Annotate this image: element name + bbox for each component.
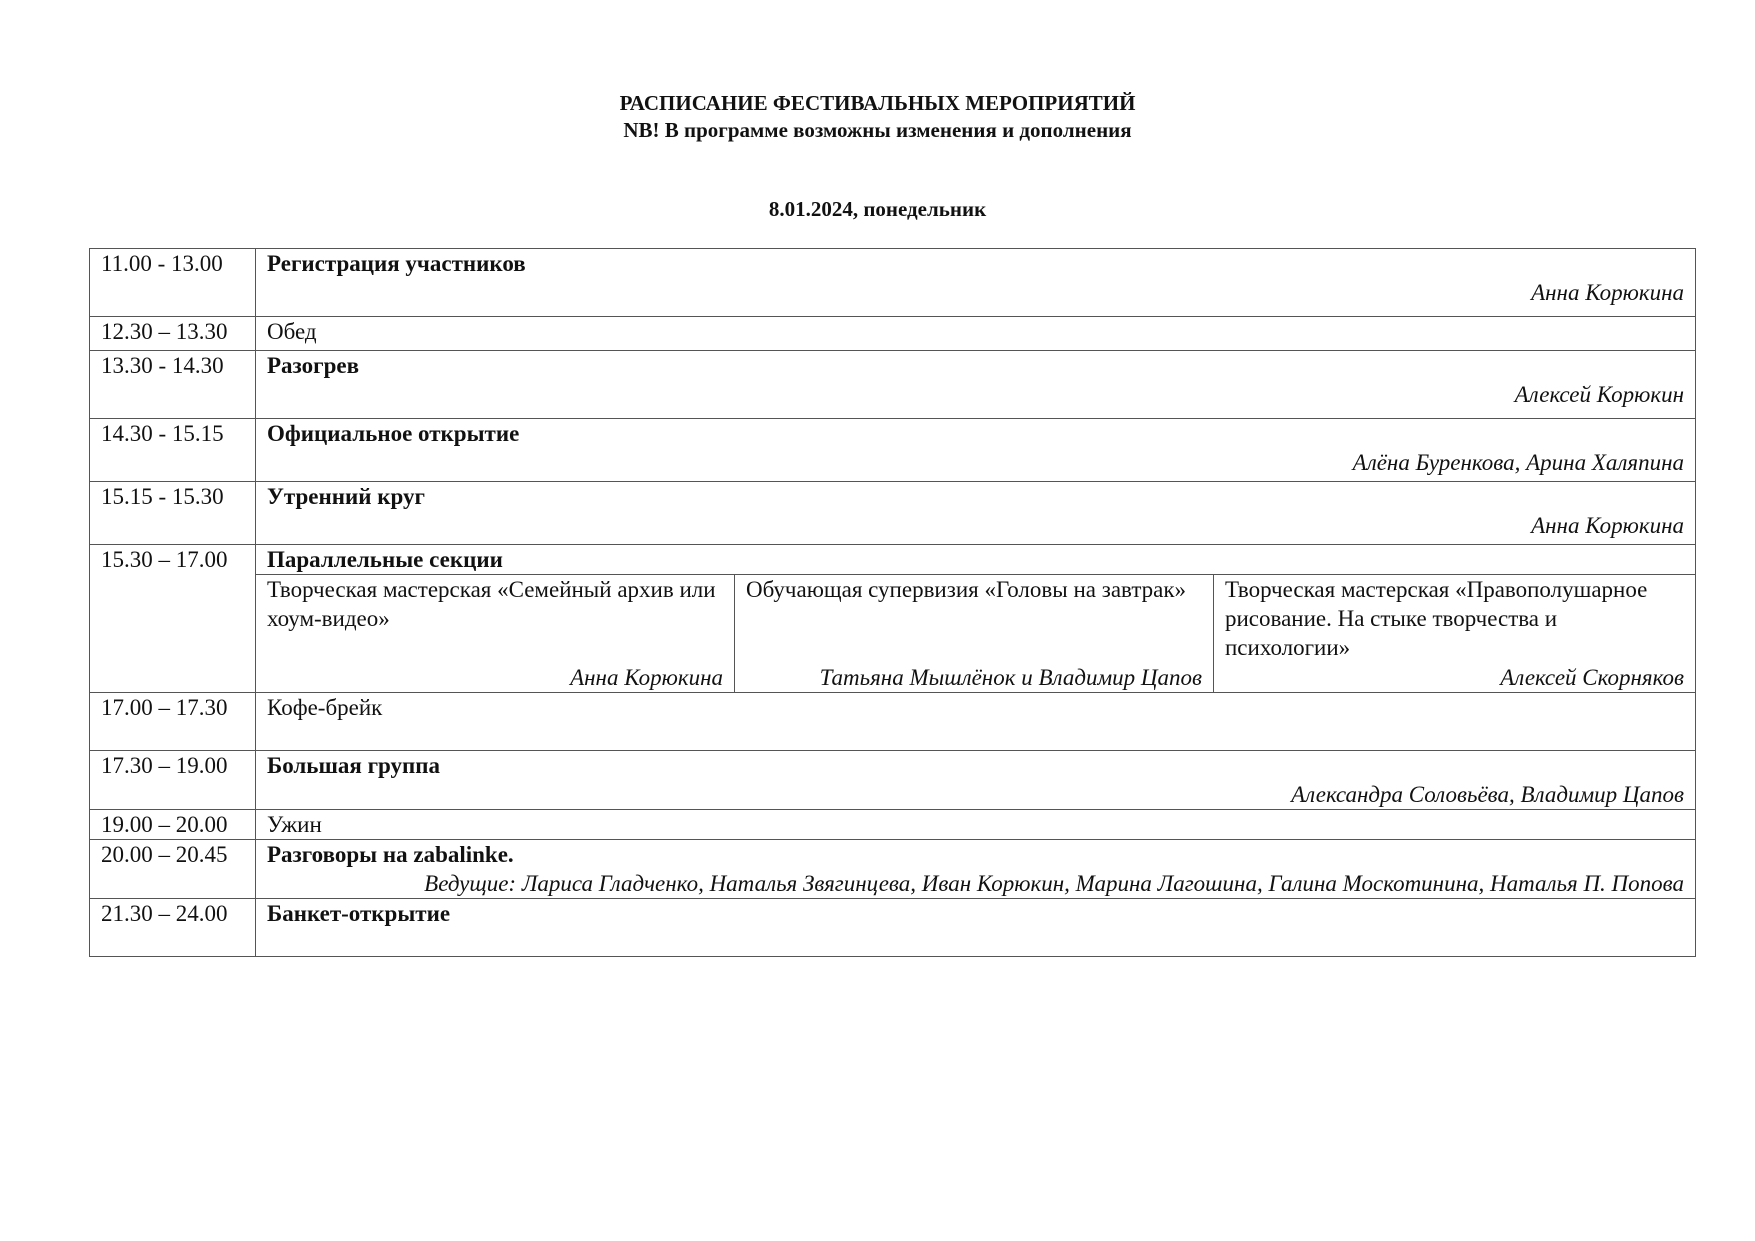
section-host: Алексей Скорняков	[1500, 665, 1684, 690]
event-host: Анна Корюкина	[1531, 280, 1684, 305]
table-row	[90, 351, 1696, 419]
table-row	[90, 810, 1696, 840]
table-row	[90, 317, 1696, 351]
schedule-date: 8.01.2024, понедельник	[768, 197, 987, 221]
time-cell: 15.15 - 15.30	[90, 482, 256, 545]
event-host: Алёна Буренкова, Арина Халяпина	[1352, 450, 1684, 475]
event-cell	[256, 693, 1696, 751]
event-title: Разогрев	[267, 353, 360, 378]
event-host: Алексей Корюкин	[1514, 382, 1684, 407]
event-title: Большая группа	[267, 753, 441, 778]
event-title: Банкет-открытие	[267, 901, 451, 926]
time-cell: 15.30 – 17.00	[90, 545, 256, 693]
time-cell: 13.30 - 14.30	[90, 351, 256, 419]
event-cell	[256, 351, 1696, 419]
table-row	[90, 419, 1696, 482]
section-cell	[734, 575, 1213, 692]
section-title: Творческая мастерская «Семейный архив или хоум-видео»	[267, 577, 716, 631]
event-cell	[256, 810, 1696, 840]
parallel-sections	[256, 575, 1695, 692]
event-cell	[256, 840, 1696, 899]
event-title: Утренний круг	[267, 484, 425, 509]
time-cell: 19.00 – 20.00	[90, 810, 256, 840]
section-host: Татьяна Мышлёнок и Владимир Цапов	[819, 665, 1202, 690]
event-cell	[256, 751, 1696, 810]
event-cell	[256, 419, 1696, 482]
time-cell: 14.30 - 15.15	[90, 419, 256, 482]
table-row	[90, 545, 1696, 693]
section-title: Обучающая супервизия «Головы на завтрак»	[746, 577, 1187, 602]
event-host: Александра Соловьёва, Владимир Цапов	[1291, 782, 1684, 807]
event-hosts: Ведущие: Лариса Гладченко, Наталья Звягинцева, Иван Корюкин, Марина Лагошина, Галина Москотинина, Наталья П. Попова	[424, 871, 1684, 896]
time-cell: 17.00 – 17.30	[90, 693, 256, 751]
time-cell: 12.30 – 13.30	[90, 317, 256, 351]
time-cell: 11.00 - 13.00	[90, 249, 256, 317]
event-title: Регистрация участников	[267, 251, 526, 276]
table-row	[90, 249, 1696, 317]
event-cell	[256, 317, 1696, 351]
document-note: NB! В программе возможны изменения и дополнения	[623, 118, 1132, 142]
event-title: Официальное открытие	[267, 421, 520, 446]
section-cell	[256, 575, 734, 692]
table-row	[90, 482, 1696, 545]
schedule-table	[89, 248, 1696, 957]
event-title: Обед	[267, 319, 317, 344]
event-cell	[256, 899, 1696, 957]
event-title: Кофе-брейк	[267, 695, 383, 720]
event-title: Ужин	[267, 812, 322, 837]
time-cell: 21.30 – 24.00	[90, 899, 256, 957]
table-row	[90, 899, 1696, 957]
table-row	[90, 693, 1696, 751]
event-cell	[256, 249, 1696, 317]
section-host: Анна Корюкина	[570, 665, 723, 690]
event-cell	[256, 482, 1696, 545]
table-row	[90, 840, 1696, 899]
section-cell	[1213, 575, 1695, 692]
time-cell: 20.00 – 20.45	[90, 840, 256, 899]
section-title: Творческая мастерская «Правополушарное рисование. На стыке творчества и психологии»	[1225, 577, 1648, 660]
table-row	[90, 751, 1696, 810]
time-cell: 17.30 – 19.00	[90, 751, 256, 810]
event-host: Анна Корюкина	[1531, 513, 1684, 538]
event-title: Параллельные секции	[256, 545, 1695, 575]
document-title: РАСПИСАНИЕ ФЕСТИВАЛЬНЫХ МЕРОПРИЯТИЙ	[619, 91, 1136, 115]
parallel-sections-cell	[256, 545, 1696, 693]
event-title: Разговоры на zabalinke.	[267, 842, 514, 867]
